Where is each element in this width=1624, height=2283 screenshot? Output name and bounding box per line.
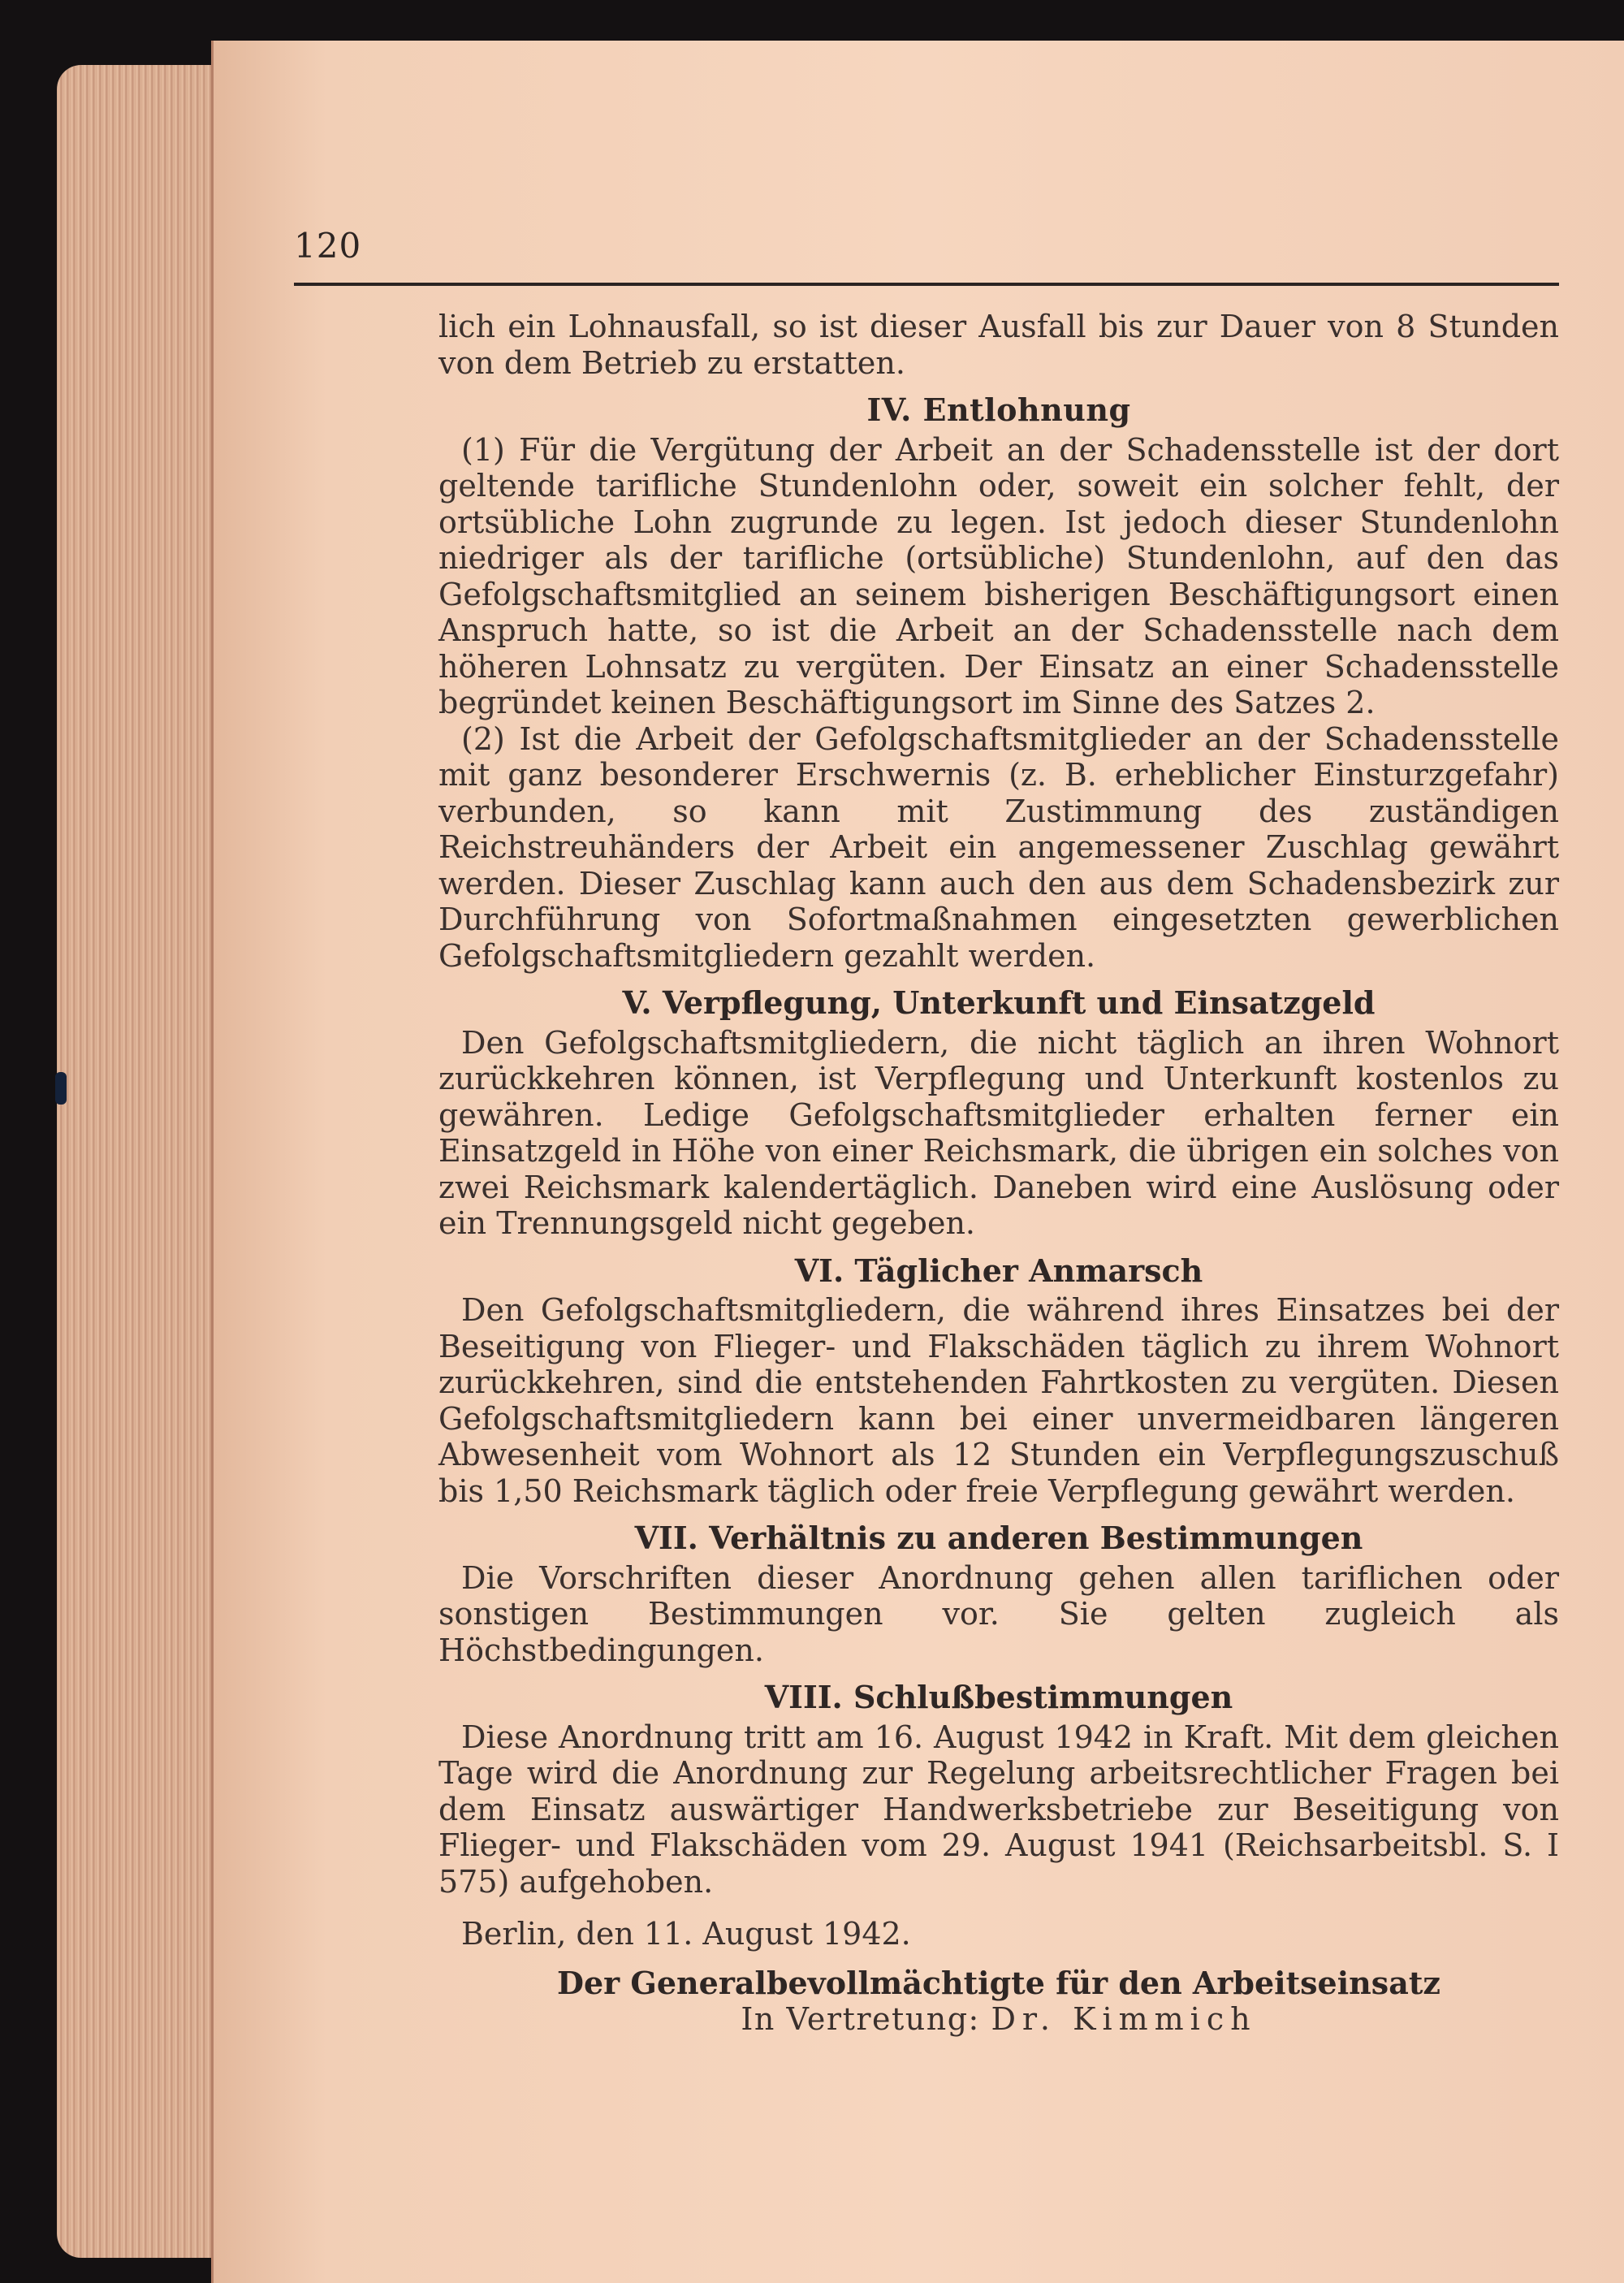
page-header — [294, 226, 1559, 286]
section-iv-paragraph-1: (1) Für die Vergütung der Arbeit an der Schadensstelle ist der dort geltende tarifliche Stundenlohn oder, soweit ein solcher fehlt, der ortsübliche Lohn zugrunde zu legen. Ist jedoch dieser Stundenlohn niedriger als der tarifliche (ortsübliche) Stundenlohn, auf den das Gefolgschaftsmitglied an seinem bisherigen Beschäftigungsort einen Anspruch hatte, so ist die Arbeit an der Schadensstelle nach dem höheren Lohnsatz zu vergüten. Der Einsatz an einer Schadensstelle begründet keinen Beschäftigungsort im Sinne des Satzes 2. — [438, 431, 1559, 720]
page-number: 120 — [294, 226, 362, 266]
signature-title: Der Generalbevollmächtigte für den Arbeitseinsatz — [557, 1964, 1440, 2001]
section-heading-v: V. Verpflegung, Unterkunft und Einsatzgeld — [622, 984, 1376, 1021]
text-column — [438, 309, 1559, 2038]
page-edges — [57, 65, 219, 2258]
place-date: Berlin, den 11. August 1942. — [461, 1916, 911, 1952]
binding-mark — [55, 1072, 67, 1105]
section-heading-vii: VII. Verhältnis zu anderen Bestimmungen — [634, 1520, 1363, 1556]
section-heading-iv: IV. Entlohnung — [866, 391, 1131, 428]
section-vii-paragraph: Die Vorschriften dieser Anordnung gehen allen tariflichen oder sonstigen Bestimmungen vor. Sie gelten zugleich als Höchstbedingungen. — [438, 1559, 1559, 1668]
section-heading-viii: VIII. Schlußbestimmungen — [764, 1679, 1233, 1715]
section-iv-paragraph-2: (2) Ist die Arbeit der Gefolgschaftsmitglieder an der Schadensstelle mit ganz besonderer Erschwernis (z. B. erheblicher Einsturzgefahr) verbunden, so kann mit Zustimmung des zuständigen Reichstreuhänders der Arbeit ein angemessener Zuschlag gewährt werden. Dieser Zuschlag kann auch den aus dem Schadensbezirk zur Durchführung von Sofortmaßnahmen eingesetzten gewerblichen Gefolgschaftsmitgliedern gezahlt werden. — [438, 720, 1559, 974]
signature-prefix: In Vertretung: — [741, 2001, 980, 2037]
intro-paragraph: lich ein Lohnausfall, so ist dieser Ausfall bis zur Dauer von 8 Stunden von dem Betrieb zu erstatten. — [438, 309, 1559, 381]
signatory-name: Dr. Kimmich — [991, 2001, 1257, 2037]
section-v-paragraph: Den Gefolgschaftsmitgliedern, die nicht täglich an ihren Wohnort zurückkehren können, ist Verpflegung und Unterkunft kostenlos zu gewähren. Ledige Gefolgschaftsmitglieder erhalten ferner ein Einsatzgeld in Höhe von einer Reichsmark, die übrigen ein solches von zwei Reichsmark kalendertäglich. Daneben wird eine Auslösung oder ein Trennungsgeld nicht gegeben. — [438, 1024, 1559, 1241]
section-heading-vi: VI. Täglicher Anmarsch — [794, 1252, 1203, 1289]
section-vi-paragraph: Den Gefolgschaftsmitgliedern, die während ihres Einsatzes bei der Beseitigung von Flieger- und Flakschäden täglich zu ihrem Wohnort zurückkehren, sind die entstehenden Fahrtkosten zu vergüten. Diesen Gefolgschaftsmitgliedern kann bei einer unvermeidbaren längeren Abwesenheit vom Wohnort als 12 Stunden ein Verpflegungszuschuß bis 1,50 Reichsmark täglich oder freie Verpflegung gewährt werden. — [438, 1292, 1559, 1509]
signatory-line — [438, 2001, 1559, 2038]
section-viii-paragraph: Diese Anordnung tritt am 16. August 1942 in Kraft. Mit dem gleichen Tage wird die Anordnung zur Regelung arbeitsrechtlicher Fragen bei dem Einsatz auswärtiger Handwerksbetriebe zur Beseitigung von Flieger- und Flakschäden vom 29. August 1941 (Reichsarbeitsbl. S. I 575) aufgehoben. — [438, 1719, 1559, 1900]
